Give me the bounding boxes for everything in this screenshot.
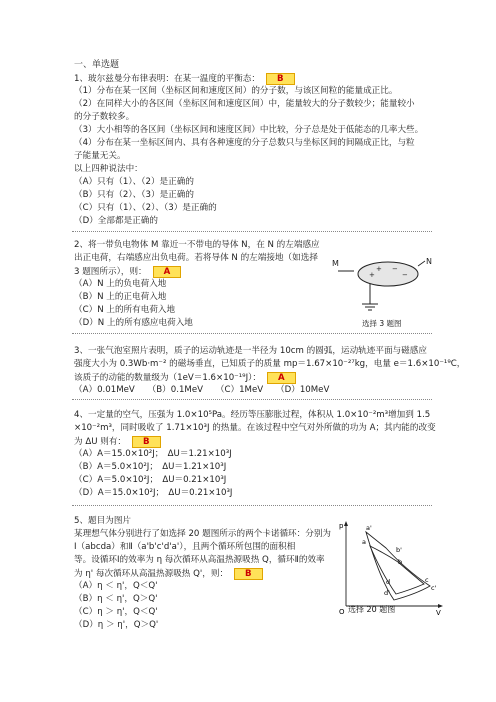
label-n-leader [418, 261, 425, 266]
axis-v-label: V [436, 609, 441, 617]
q1-option: （A）只有（1）、（2）是正确的 [74, 177, 194, 187]
q3-line: 强度大小为 0.3Wb·m⁻² 的磁场垂直，已知质子的质量 mp＝1.67×10⁻²⁷kg，电量 e＝1.6×10⁻¹⁹C， [74, 359, 466, 369]
divider [72, 333, 432, 334]
q5-option: （C）η ＞ η'，Q＜Q' [74, 607, 158, 617]
q5-answer-box: B [234, 568, 263, 580]
q1-line: （4）分布在某一坐标区间内、具有各种速度的分子总数只与坐标区间的间隔成正比，与粒 [74, 138, 415, 148]
q2-line: 出正电荷，右端感应出负电荷。若将导体 N 的左端接地（如选择 [74, 253, 318, 263]
q1-line: 的分子数较多。 [74, 112, 135, 122]
charge-sign: − [402, 271, 408, 279]
q1-option: （B）只有（2）、（3）是正确的 [74, 190, 194, 200]
conductor-n [358, 262, 418, 286]
origin-label: O [339, 608, 345, 616]
q1-line: 子能量无关。 [74, 151, 126, 161]
q5-figure-caption: 选择 20 题图 [348, 605, 396, 614]
q2-option: （C）N 上的所有电荷入地 [74, 305, 176, 315]
q1-option: （C）只有（1）、（2）、（3）是正确的 [74, 203, 217, 213]
q1-line: （3）大小相等的各区间（坐标区间和速度区间）中比较，分子总是处于低能态的几率大些。 [74, 125, 424, 135]
q2-option: （B）N 上的正电荷入地 [74, 292, 167, 302]
point-label: d' [384, 589, 390, 597]
divider [72, 231, 432, 232]
q3-line: 3、一张气泡室照片表明，质子的运动轨迹是一半径为 10cm 的圆弧，运动轨迹平面与磁感应 [74, 346, 427, 356]
q4-stem-line [74, 436, 161, 448]
q4-option: （D）A＝15.0×10²J； ΔU＝0.21×10³J [74, 488, 233, 498]
q4-option: （A）A＝15.0×10²J； ΔU＝1.21×10³J [74, 449, 232, 459]
q4-option: （C）A＝5.0×10²J； ΔU＝0.21×10³J [74, 475, 227, 485]
q3-options: （A）0.01MeV （B）0.1MeV （C）1MeV （D）10MeV [74, 385, 330, 395]
label-n: N [426, 257, 432, 266]
q4-stem-end: 为 ΔU 则有： [74, 437, 127, 447]
point-label: d [386, 578, 391, 586]
q1-line: （1）分布在某一区间（坐标区间和速度区间）的分子数，与该区间粒的能量成正比。 [74, 86, 398, 96]
q5-stem-line [74, 568, 263, 580]
point-label: a [362, 538, 366, 546]
cycle-ii [366, 532, 430, 600]
charge-sign: + [369, 271, 375, 279]
q1-line: 以上四种说法中： [74, 164, 143, 174]
q2-figure-caption: 选择 3 题图 [362, 319, 402, 328]
q5-option: （A）η ＜ η'，Q＜Q' [74, 581, 158, 591]
q2-figure [330, 252, 440, 337]
point-label: c [425, 576, 429, 584]
point-label: b' [396, 546, 402, 554]
q1-stem-line [74, 73, 295, 85]
point-label: c' [431, 584, 437, 592]
q1-stem: 1、玻尔兹曼分布律表明：在某一温度的平衡态： [74, 74, 260, 84]
section-title: 一、单选题 [74, 60, 120, 70]
q3-stem-end: 该质子的动能的数量级为（1eV＝1.6×10⁻¹⁹J）： [74, 373, 262, 383]
q2-option: （D）N 上的所有感应电荷入地 [74, 318, 193, 328]
q2-option: （A）N 上的负电荷入地 [74, 279, 167, 289]
q1-option: （D）全部都是正确的 [74, 216, 158, 226]
charge-sign: + [376, 265, 382, 273]
point-label: b [398, 558, 403, 566]
axis-p-label: p [339, 522, 344, 530]
q2-stem-end: 3 题图所示），则： [74, 267, 147, 277]
q5-figure [336, 518, 446, 618]
charge-sign: − [392, 265, 398, 273]
q4-line: ×10⁻²m³，同时吸收了 1.71×10³J 的热量。在该过程中空气对外所做的功为 A；其内能的改变 [74, 423, 436, 433]
q3-answer-box: A [267, 372, 296, 384]
divider [72, 505, 432, 506]
divider [72, 399, 432, 400]
q1-line: （2）在同样大小的各区间（坐标区间和速度区间）中，能量较大的分子数较少；能量较小 [74, 99, 415, 109]
q2-line: 2、将一带负电物体 M 靠近一不带电的导体 N，在 N 的左端感应 [74, 240, 320, 250]
q2-answer-box: A [153, 266, 182, 278]
q5-option: （D）η ＞ η'，Q＞Q' [74, 620, 159, 630]
v-axis-arrow [438, 604, 443, 608]
q4-answer-box: B [132, 436, 161, 448]
q4-option: （B）A＝5.0×10²J； ΔU＝1.21×10³J [74, 462, 227, 472]
q4-line: 4、一定量的空气，压强为 1.0×10⁵Pa。经历等压膨胀过程，体积从 1.0×10⁻²m³增加到 1.5 [74, 410, 431, 420]
p-axis-arrow [344, 521, 348, 526]
q5-stem-end: 为 η' 每次循环从高温热源吸热 Q'，则： [74, 569, 229, 579]
q5-line: 某理想气体分别进行了如选择 20 题图所示的两个卡诺循环：分别为 [74, 529, 332, 539]
q1-answer-box: B [266, 73, 295, 85]
q5-title: 5、题目为图片 [74, 516, 132, 526]
q5-line: Ⅰ（abcda）和Ⅱ（a'b'c'd'a'），且两个循环所包围的面积相 [74, 542, 296, 552]
q3-stem-line [74, 372, 296, 384]
q5-line: 等。设循环Ⅰ的效率为 η 每次循环从高温热源吸热 Q，循环Ⅱ的效率 [74, 555, 325, 565]
point-label: a' [366, 524, 372, 532]
q2-stem-line [74, 266, 181, 278]
label-m: M [332, 259, 339, 268]
q5-option: （B）η ＜ η'，Q＞Q' [74, 594, 158, 604]
